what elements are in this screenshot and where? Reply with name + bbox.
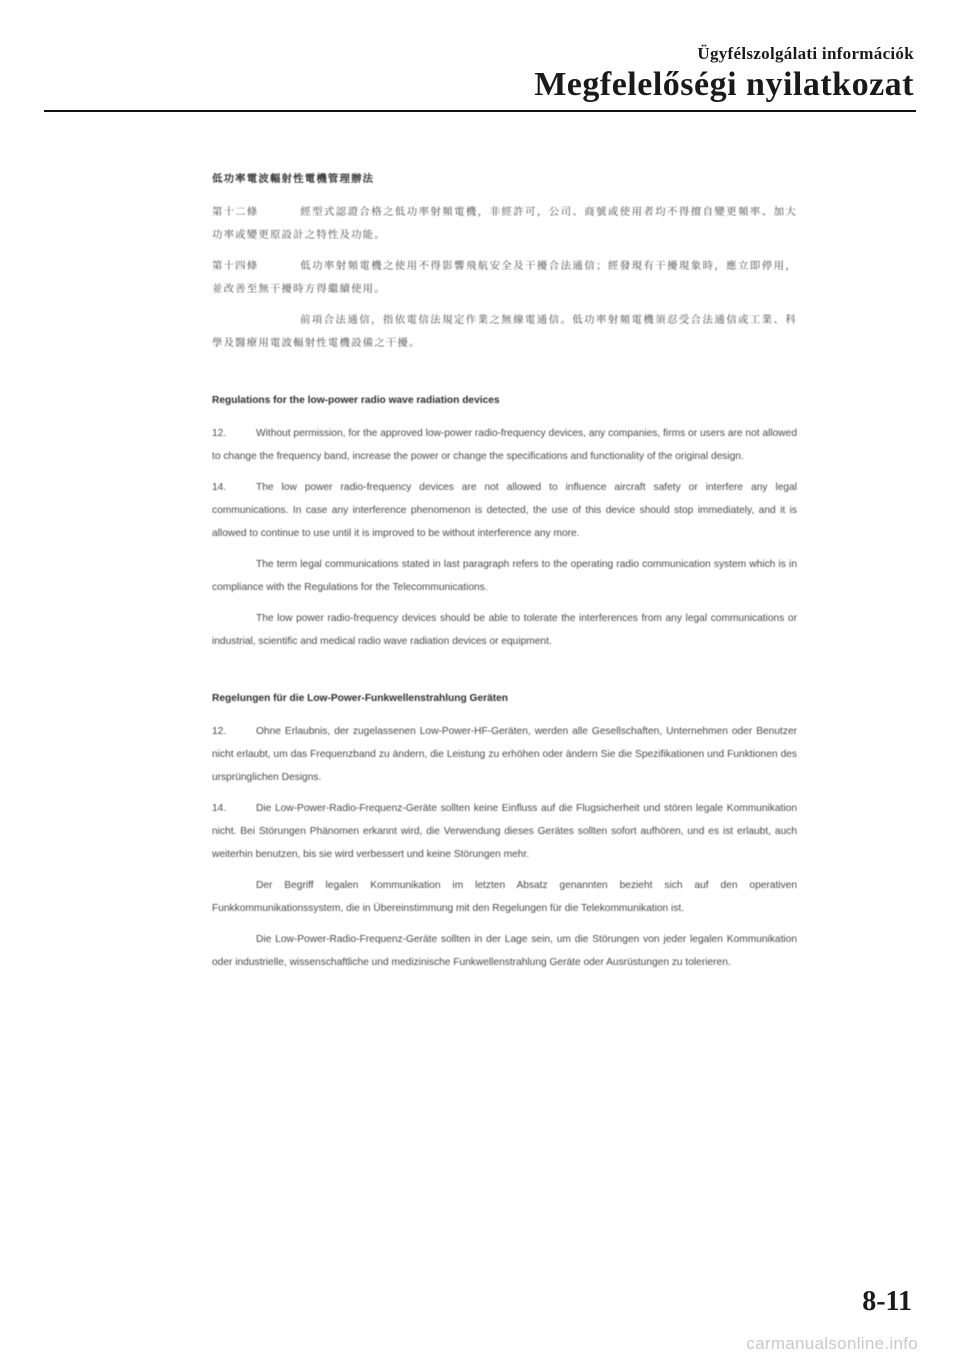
page-number: 8-11	[862, 1286, 912, 1317]
english-paragraph-14-number: 14.	[212, 482, 227, 493]
english-paragraph-12-text: Without permission, for the approved low-power radio-frequency devices, any companies, firms or users are not allowed to change the frequency band, increase the power or change the specifications and functionality of the original design.	[212, 428, 797, 462]
english-paragraph-legal-communications: The term legal communications stated in last paragraph refers to the operating radio communication system which is in compliance with the Regulations for the Telecommunications.	[212, 559, 797, 593]
chinese-paragraph-14-text: 低功率射頻電機之使用不得影響飛航安全及干擾合法通信；經發現有干擾現象時，應立即停用，並改善至無干擾時方得繼續使用。	[212, 260, 797, 295]
german-paragraph-14	[212, 797, 797, 866]
chinese-paragraph-14-continued	[212, 309, 797, 355]
english-paragraph-tolerate-interference: The low power radio-frequency devices should be able to tolerate the interferences from any legal communications or industrial, scientific and medical radio wave radiation devices or equipment.	[212, 613, 797, 647]
english-paragraph-12	[212, 422, 797, 468]
german-paragraph-14-number: 14.	[212, 803, 227, 814]
chinese-paragraph-12	[212, 201, 797, 247]
german-regulation-title: Regelungen für die Low-Power-Funkwellenstrahlung Geräten	[212, 693, 509, 704]
english-paragraph-14-text: The low power radio-frequency devices are not allowed to influence aircraft safety or interfere any legal communications. In case any interference phenomenon is detected, the use of this device should stop immediately, and it is allowed to continue to use until it is improved to be without interference any more.	[212, 482, 797, 539]
english-regulation-title: Regulations for the low-power radio wave radiation devices	[212, 395, 500, 406]
page-title: Megfelelőségi nyilatkozat	[534, 66, 914, 103]
chinese-regulation-title: 低功率電波輻射性電機管理辦法	[212, 173, 375, 185]
chinese-paragraph-14	[212, 255, 797, 301]
section-label: Ügyfélszolgálati információk	[697, 44, 914, 63]
site-watermark: carmanualsonline.info	[746, 1334, 918, 1353]
german-paragraph-legal-communication: Der Begriff legalen Kommunikation im letzten Absatz genannten bezieht sich auf den operativen Funkkommunikationssystem, die in Übereinstimmung mit den Regelungen für die Telekommunikation ist.	[212, 880, 797, 914]
chinese-regulation-block	[212, 168, 797, 355]
german-regulation-block	[212, 687, 797, 974]
chinese-paragraph-continued-text: 前項合法通信，指依電信法規定作業之無線電通信。低功率射頻電機須忍受合法通信或工業、科學及醫療用電波輻射性電機設備之干擾。	[212, 314, 797, 349]
chinese-paragraph-12-text: 經型式認證合格之低功率射頻電機，非經許可，公司、商號或使用者均不得擅自變更頻率、加大功率或變更原設計之特性及功能。	[212, 206, 797, 241]
german-paragraph-14-text: Die Low-Power-Radio-Frequenz-Geräte sollten keine Einfluss auf die Flugsicherheit und stören legale Kommunikation nicht. Bei Störungen Phänomen erkannt wird, die Verwendung dieses Gerätes sollten sofort aufhören, und es ist erlaubt, auch weiterhin benutzen, bis sie wird verbessert und keine Störungen mehr.	[212, 803, 797, 860]
german-paragraph-12	[212, 720, 797, 789]
german-paragraph-12-number: 12.	[212, 726, 227, 737]
chinese-paragraph-12-number: 第十二條	[212, 206, 259, 218]
page-header	[534, 44, 914, 104]
english-regulation-block	[212, 389, 797, 653]
regulation-content	[212, 168, 797, 1008]
english-paragraph-14	[212, 476, 797, 545]
chinese-paragraph-14-number: 第十四條	[212, 260, 259, 272]
german-paragraph-tolerate-interference: Die Low-Power-Radio-Frequenz-Geräte sollten in der Lage sein, um die Störungen von jeder legalen Kommunikation oder industrielle, wissenschaftliche und medizinische Funkwellenstrahlung Geräte oder Ausrüstungen zu tolerieren.	[212, 934, 797, 968]
english-paragraph-12-number: 12.	[212, 428, 227, 439]
header-rule	[44, 110, 916, 112]
german-paragraph-12-text: Ohne Erlaubnis, der zugelassenen Low-Power-HF-Geräten, werden alle Gesellschaften, Unternehmen oder Benutzer nicht erlaubt, um das Frequenzband zu ändern, die Leistung zu erhöhen oder ändern Sie die Spezifikationen und Funktionen des ursprünglichen Designs.	[212, 726, 797, 783]
